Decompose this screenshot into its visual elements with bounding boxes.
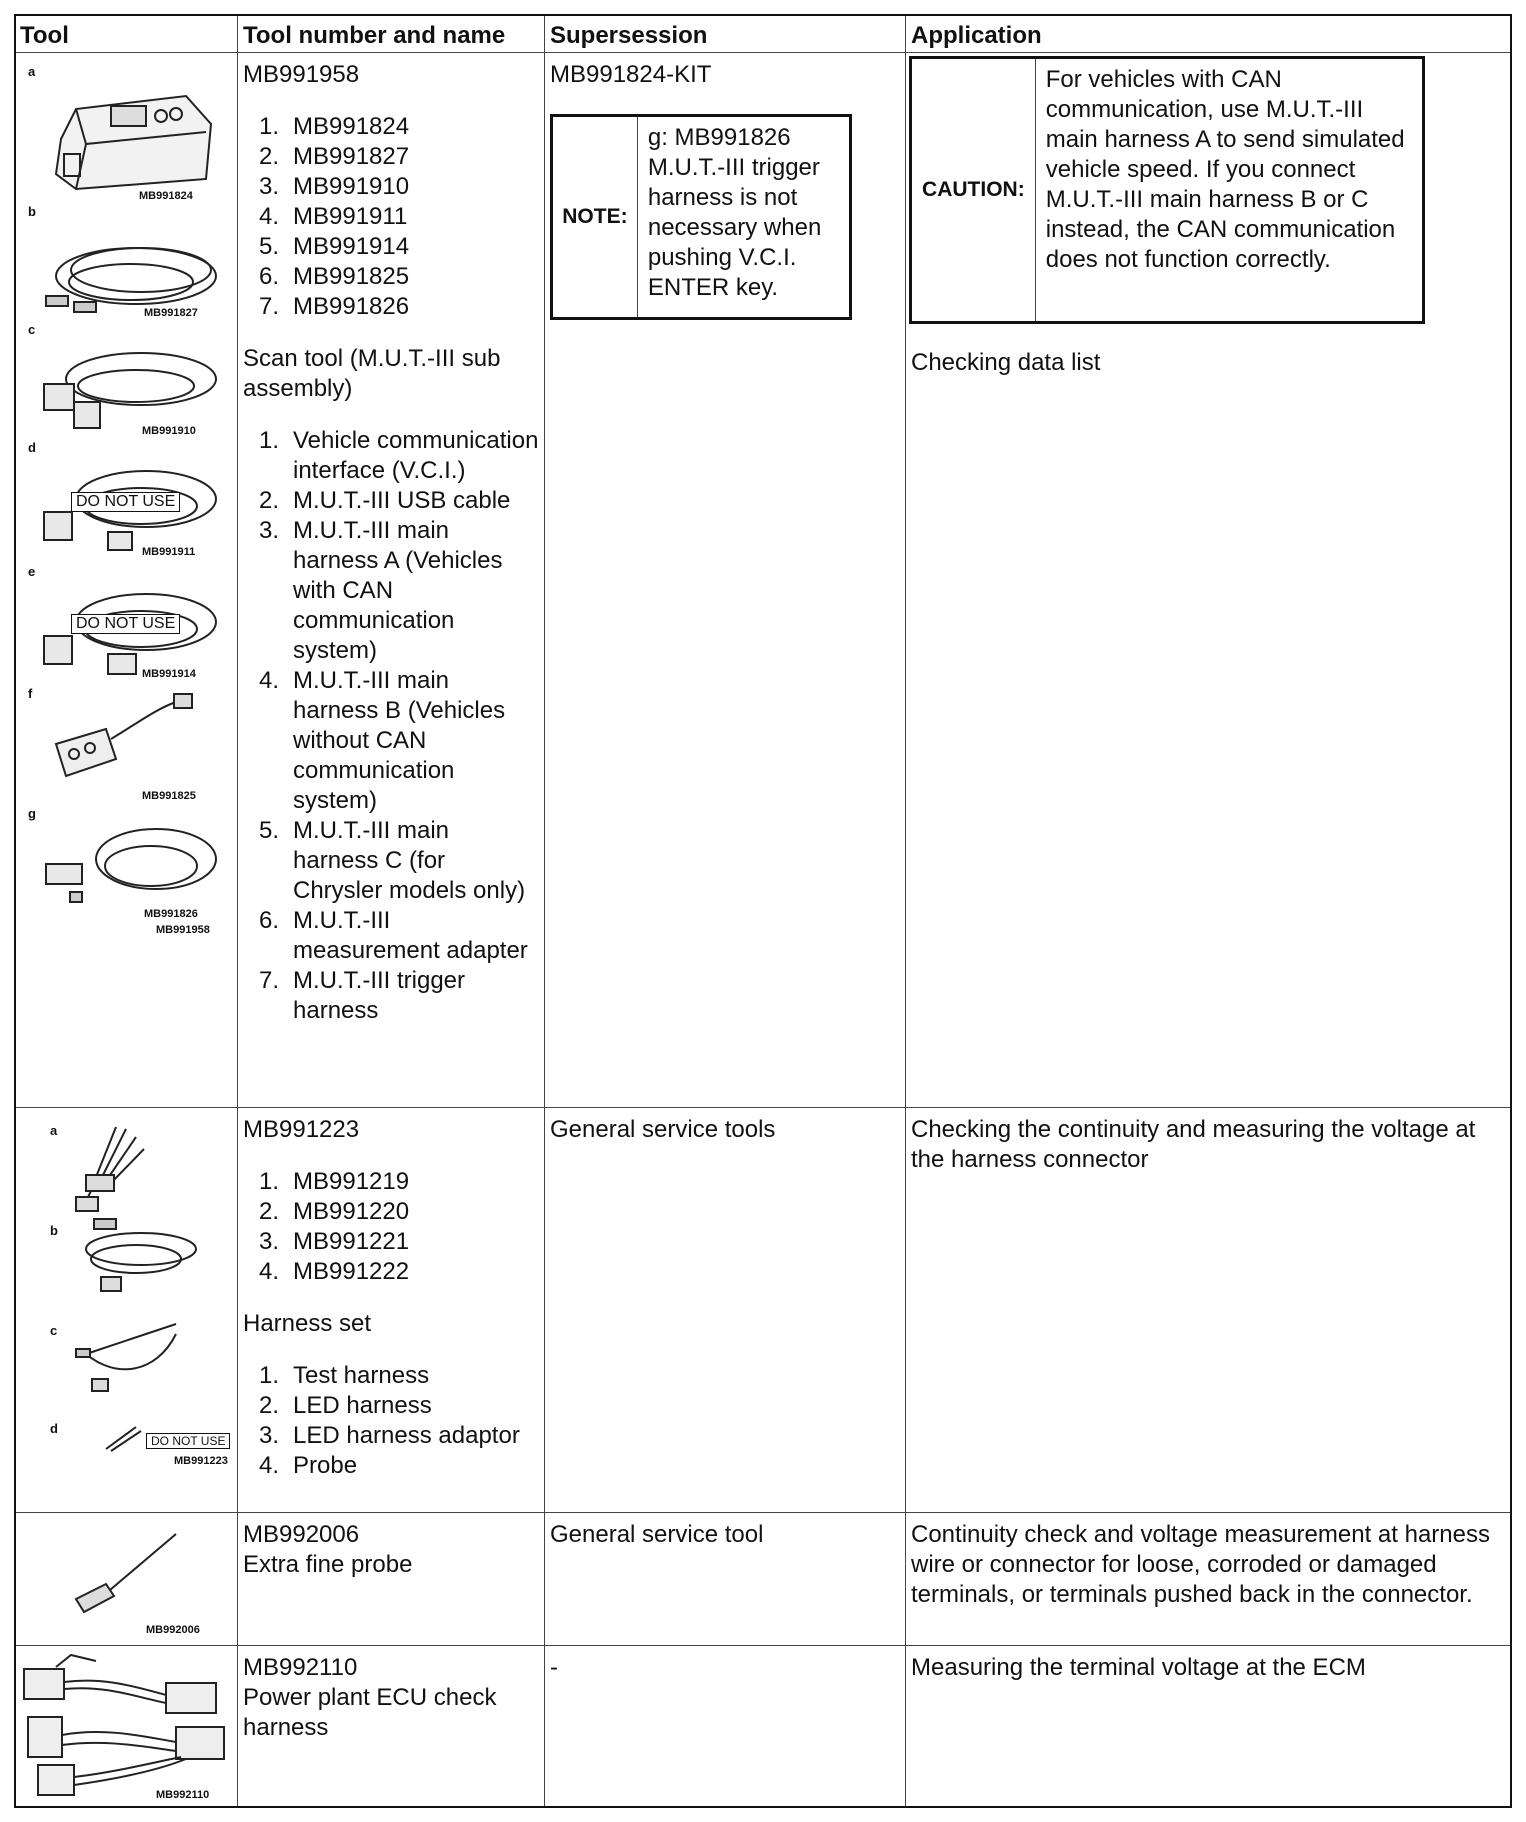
application-cell [911,1520,1506,1610]
tool-name: Power plant ECU check harness [243,1684,497,1741]
name-items-list [243,426,541,1026]
list-item: 1. MB991824 [259,113,410,140]
list-item: 7. M.U.T.-III trigger harness [259,967,466,1024]
list-item: 5. M.U.T.-III main harness C (for Chrysler models only) [259,817,526,904]
row-divider [16,1107,1510,1108]
row-divider [16,1512,1510,1513]
list-item: 2. M.U.T.-III USB cable [259,487,511,514]
do-not-use-label: DO NOT USE [71,614,180,634]
caution-box [909,56,1425,324]
probe-illustration [16,1514,236,1644]
caution-text: For vehicles with CAN communication, use M.U.T.-III main harness A to send simulated vehicle speed. If you connect M.U.T.-III main harness B or C instead, the CAN communication does not function correctly. [1045,66,1405,273]
column-divider [237,16,238,1806]
part-number-label: MB991827 [144,307,198,319]
list-item: 5. MB991914 [259,233,410,260]
do-not-use-label: DO NOT USE [146,1433,230,1449]
list-item: 4. Probe [259,1452,358,1479]
part-number-label: MB991911 [142,546,196,558]
list-item: 4. MB991222 [259,1258,410,1285]
list-item: 1. Vehicle communication interface (V.C.I.) [259,427,539,484]
illus-letter: c [50,1323,58,1338]
list-item: 2. MB991827 [259,143,410,170]
illus-letter: a [28,64,36,79]
tool-name: Harness set [243,1310,372,1337]
part-number-label: MB991910 [142,425,196,437]
illus-letter: d [28,440,36,455]
part-number-label: MB991825 [142,790,196,802]
probe-drawing-icon [16,1514,236,1644]
illus-letter: b [28,204,36,219]
note-text: g: MB991826 M.U.T.-III trigger harness is not necessary when pushing V.C.I. ENTER key. [647,124,822,301]
check-harness-drawing-icon [16,1647,236,1807]
harness-set-illustration [16,1109,236,1511]
supersession-value: - [550,1654,558,1681]
application-cell [911,1653,1506,1683]
supersession-cell [550,1115,900,1145]
illus-letter: a [50,1123,58,1138]
tool-number: MB992006 [243,1521,360,1548]
list-item: 3. M.U.T.-III main harness A (Vehicles with CAN communication system) [259,517,503,664]
part-number-label: MB991824 [139,190,193,202]
tool-number-cell [243,1115,541,1481]
application-cell [911,1115,1506,1175]
tool-number: MB991223 [243,1116,360,1143]
tool-name: Scan tool (M.U.T.-III sub assembly) [243,345,501,402]
header-tool: Tool [20,22,69,49]
supersession-value: General service tool [550,1521,764,1548]
application-text: Measuring the terminal voltage at the ECM [911,1654,1366,1681]
name-items-list [243,1361,541,1481]
kit-items-list [243,112,541,322]
illus-letter: f [28,686,33,701]
tool-number-cell [243,1520,541,1580]
tool-drawings-icon [16,54,236,1106]
illus-letter: d [50,1421,58,1436]
column-divider [544,16,545,1806]
illus-letter: g [28,806,36,821]
header-application: Application [911,22,1042,49]
list-item: 3. MB991221 [259,1228,410,1255]
row-divider [16,52,1510,53]
part-number-label: MB991223 [174,1455,228,1467]
note-box [550,114,852,320]
list-item: 3. LED harness adaptor [259,1422,520,1449]
mut3-kit-illustration [16,54,236,1106]
list-item: 6. M.U.T.-III measurement adapter [259,907,528,964]
supersession-value: MB991824-KIT [550,61,712,88]
part-number-label: MB991958 [156,924,210,936]
application-text: Checking the continuity and measuring the voltage at the harness connector [911,1116,1476,1173]
supersession-cell [550,1520,900,1550]
do-not-use-label: DO NOT USE [71,492,180,512]
application-cell [911,348,1506,378]
tool-number-cell [243,1653,541,1743]
list-item: 4. M.U.T.-III main harness B (Vehicles without CAN communication system) [259,667,506,814]
application-text: Continuity check and voltage measurement at harness wire or connector for loose, corroded or damaged terminals, or terminals pushed back in the connector. [911,1521,1490,1608]
list-item: 2. LED harness [259,1392,432,1419]
header-tool-number: Tool number and name [243,22,506,49]
illus-letter: e [28,564,36,579]
special-tools-table [14,14,1512,1808]
supersession-cell [550,60,900,90]
caution-label: CAUTION: [912,59,1036,321]
list-item: 3. MB991910 [259,173,410,200]
list-item: 2. MB991220 [259,1198,410,1225]
tool-number-cell [243,60,541,1026]
part-number-label: MB991826 [144,908,198,920]
application-text: Checking data list [911,349,1101,376]
list-item: 7. MB991826 [259,293,410,320]
tool-name: Extra fine probe [243,1551,413,1578]
kit-items-list [243,1167,541,1287]
part-number-label: MB992110 [156,1789,210,1801]
list-item: 4. MB991911 [259,203,408,230]
list-item: 1. Test harness [259,1362,430,1389]
header-supersession: Supersession [550,22,708,49]
tool-number: MB992110 [243,1654,358,1681]
supersession-cell [550,1653,900,1683]
note-label: NOTE: [553,117,638,317]
ecu-check-harness-illustration [16,1647,236,1807]
list-item: 6. MB991825 [259,263,410,290]
illus-letter: b [50,1223,58,1238]
column-divider [905,16,906,1806]
list-item: 1. MB991219 [259,1168,410,1195]
part-number-label: MB991914 [142,668,196,680]
harness-drawings-icon [16,1109,236,1511]
supersession-value: General service tools [550,1116,776,1143]
row-divider [16,1645,1510,1646]
part-number-label: MB992006 [146,1624,200,1636]
tool-number: MB991958 [243,61,360,88]
illus-letter: c [28,322,36,337]
